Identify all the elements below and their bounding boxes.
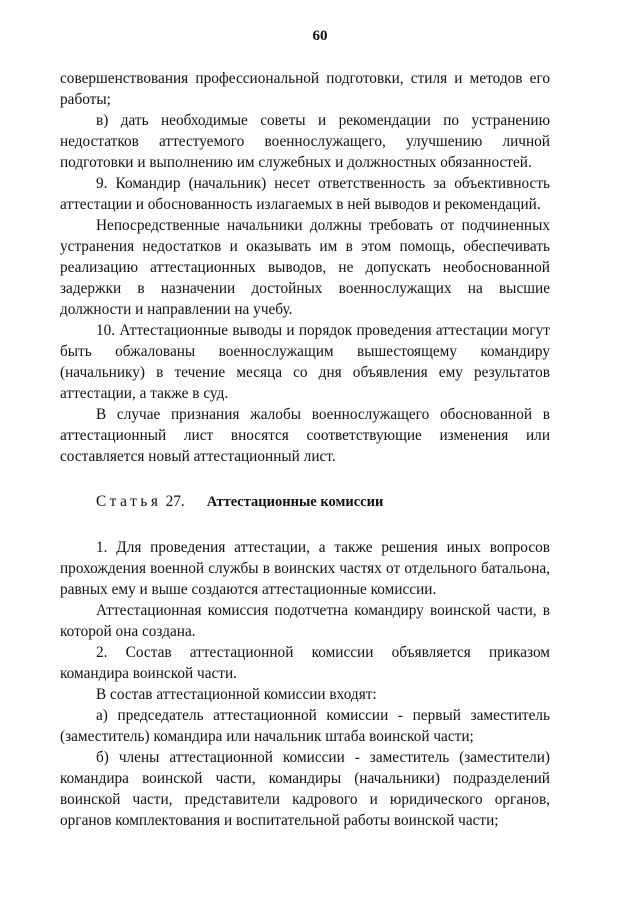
- paragraph: 10. Аттестационные выводы и порядок проведения аттестации могут быть обжалованы военнослужащим вышестоящему командиру (начальнику) в течение месяца со дня объявления ему результатов аттестации, а также в суд.: [60, 322, 550, 402]
- paragraph: Аттестационная комиссия подотчетна командиру воинской части, в которой она создана.: [60, 602, 550, 640]
- paragraph: 1. Для проведения аттестации, а также решения иных вопросов прохождения военной службы в воинских частях от отдельного батальона, равных ему и выше создаются аттестационные комиссии.: [60, 539, 550, 598]
- paragraph: В состав аттестационной комиссии входят:: [96, 686, 377, 703]
- article-number: 27.: [165, 493, 185, 510]
- paragraph: Непосредственные начальники должны требовать от подчиненных устранения недостатков и оказывать им в этом помощь, обеспечивать реализацию аттестационных выводов, не допускать необоснованной задержки в назначении достойных военнослужащих на высшие должности и направлении на учебу.: [60, 217, 550, 318]
- paragraph: 2. Состав аттестационной комиссии объявляется приказом командира воинской части.: [60, 644, 550, 682]
- article-word: Статья: [96, 493, 162, 510]
- paragraph: 9. Командир (начальник) несет ответственность за объективность аттестации и обоснованность излагаемых в ней выводов и рекомендаций.: [60, 175, 550, 213]
- paragraph: в) дать необходимые советы и рекомендации по устранению недостатков аттестуемого военнослужащего, улучшению личной подготовки и выполнению им служебных и должностных обязанностей.: [60, 112, 550, 171]
- document-body: [60, 68, 550, 831]
- paragraph: совершенствования профессиональной подготовки, стиля и методов его работы;: [60, 70, 550, 108]
- paragraph: б) члены аттестационной комиссии - заместитель (заместители) командира воинской части, командиры (начальники) подразделений воинской части, представители кадрового и юридического органов, органов комплектования и воспитательной работы воинской части;: [60, 749, 550, 829]
- article-heading: [60, 491, 550, 513]
- paragraph: а) председатель аттестационной комиссии - первый заместитель (заместитель) командира или начальник штаба воинской части;: [60, 707, 550, 745]
- page-number: 60: [312, 28, 328, 44]
- article-title: Аттестационные комиссии: [206, 494, 384, 510]
- paragraph: В случае признания жалобы военнослужащего обоснованной в аттестационный лист вносятся соответствующие изменения или составляется новый аттестационный лист.: [60, 406, 550, 465]
